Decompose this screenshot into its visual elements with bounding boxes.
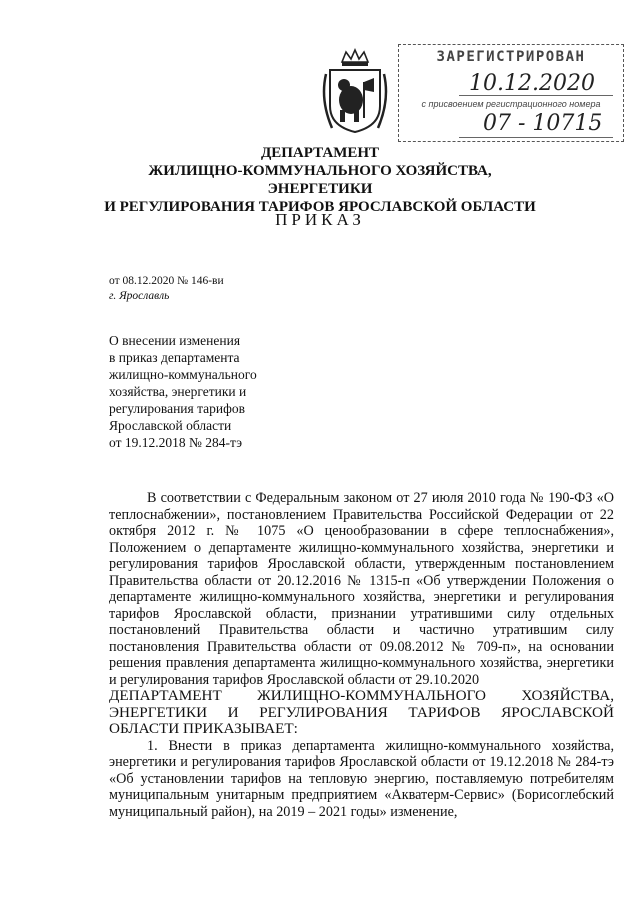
- preamble-paragraph: В соответствии с Федеральным законом от 27 июля 2010 года № 190-ФЗ «О теплоснабжении», постановлением Правительства Российской Федерации от 22 октября 2012 г. № 1075 «О ценообразовании в сфере теплоснабжения», Положением о департаменте жилищно-коммунального хозяйства, энергетики и регулирования тарифов Ярославской области, утвержденным постановлением Правительства области от 20.12.2016 № 1315-п «Об утверждении Положения о департаменте жилищно-коммунального хозяйства, энергетики и регулирования тарифов Ярославской области, признании утратившими силу отдельных постановлений Правительства области и частично утратившим силу постановления Правительства области от 09.08.2012 № 709-п», на основании решения правления департамента жилищно-коммунального хозяйства, энергетики и регулирования тарифов Ярославской области от 29.10.2020: [109, 490, 614, 688]
- order-item-1: 1. Внести в приказ департамента жилищно-коммунального хозяйства, энергетики и регулирования тарифов Ярославской области от 19.12.2018 № 284-тэ «Об установлении тарифов на тепловую энергию, поставляемую потребителям муниципальным унитарным предприятием «Акватерм-Сервис» (Борисоглебский муниципальный район), на 2019 – 2021 годы» изменение,: [109, 737, 614, 820]
- order-title: ПРИКАЗ: [275, 210, 365, 229]
- stamp-title: ЗАРЕГИСТРИРОВАН: [436, 49, 586, 65]
- subject-line: в приказ департамента: [109, 350, 240, 365]
- order-subject: [109, 332, 309, 451]
- order-body: [109, 490, 614, 820]
- order-date-number: от 08.12.2020 № 146-ви: [109, 275, 224, 287]
- department-header: [100, 144, 540, 216]
- department-line: И РЕГУЛИРОВАНИЯ ТАРИФОВ ЯРОСЛАВСКОЙ ОБЛАСТИ: [104, 199, 536, 215]
- subject-line: жилищно-коммунального: [109, 367, 257, 382]
- subject-line: регулирования тарифов: [109, 401, 246, 416]
- department-line: ДЕПАРТАМЕНТ: [260, 145, 380, 161]
- subject-line: Ярославской области: [109, 418, 232, 433]
- registration-stamp: [398, 44, 624, 142]
- department-line: ЖИЛИЩНО-КОММУНАЛЬНОГО ХОЗЯЙСТВА, ЭНЕРГЕТИКИ: [148, 163, 492, 197]
- subject-line: О внесении изменения: [109, 333, 241, 348]
- subject-line: хозяйства, энергетики и: [109, 384, 247, 399]
- stamp-underline: [459, 137, 613, 138]
- order-meta: [109, 274, 224, 304]
- coat-of-arms-icon: [318, 48, 392, 136]
- stamp-number: 07 - 10715: [483, 111, 603, 136]
- stamp-subtitle: с присвоением регистрационного номера: [421, 99, 601, 109]
- order-city: г. Ярославль: [109, 290, 170, 302]
- subject-line: от 19.12.2018 № 284-тэ: [109, 435, 243, 450]
- orders-statement: ДЕПАРТАМЕНТ ЖИЛИЩНО-КОММУНАЛЬНОГО ХОЗЯЙСТВА, ЭНЕРГЕТИКИ И РЕГУЛИРОВАНИЯ ТАРИФОВ ЯРОСЛАВСКОЙ ОБЛАСТИ ПРИКАЗЫВАЕТ:: [109, 687, 614, 737]
- stamp-date: 10.12.2020: [469, 71, 595, 96]
- stamp-underline: [459, 95, 613, 96]
